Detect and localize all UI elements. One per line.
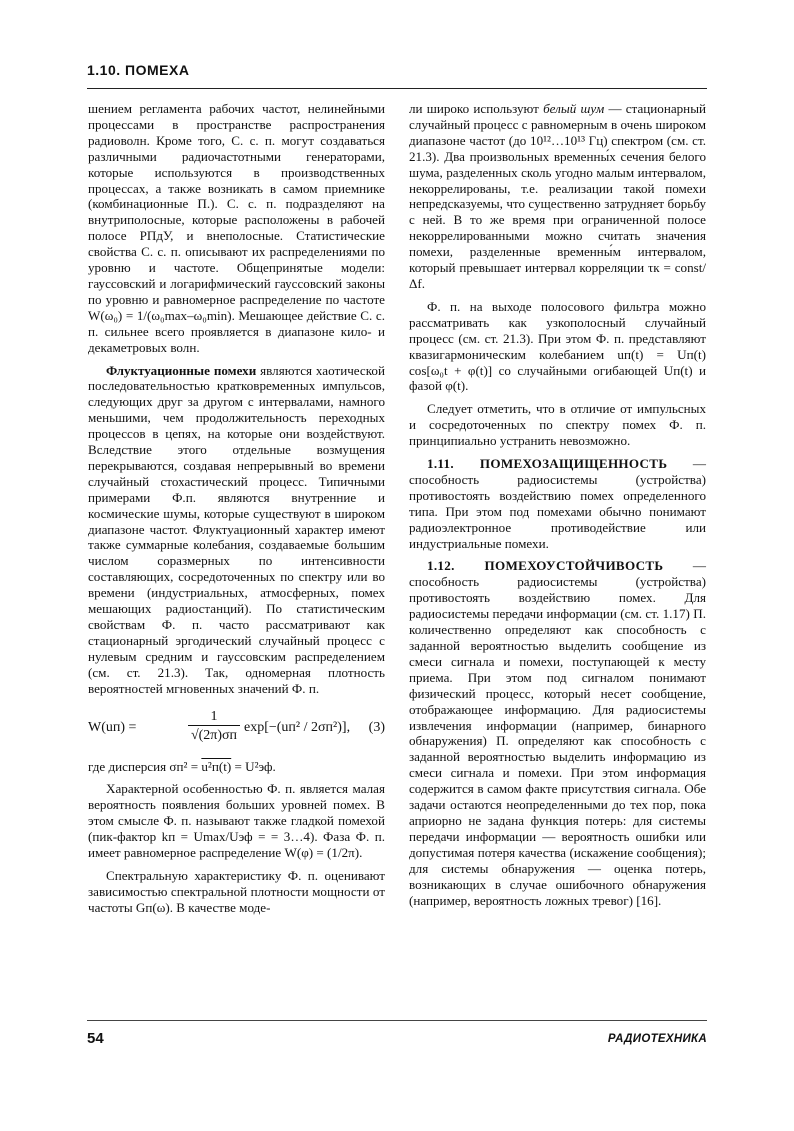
paragraph bbox=[409, 101, 706, 292]
paragraph: Характерной особенностью Ф. п. является малая вероятность появления больших уровней помех. В этом смысле Ф. п. называют также гладкой помехой (пик-фактор kп = Umax/Uэф = = 3…4). Фаза Ф. п. имеет равномерное распределение W(φ) = (1/2π). bbox=[88, 781, 385, 861]
paragraph-text: где дисперсия σп² = bbox=[88, 758, 202, 774]
paragraph: Ф. п. на выходе полосового фильтра можно рассматривать как узкополосный случайный процесс (см. ст. 21.3). При этом Ф. п. представляют квазигармоническим колебанием uп(t) = Uп(t) cos[ω₀t + φ(t)] со случайными огибающей Uп(t) и фазой φ(t). bbox=[409, 298, 706, 394]
right-column bbox=[409, 101, 706, 908]
paragraph: шением регламента рабочих частот, нелинейными процессами в пространстве распространения радиоволн. Кроме того, С. с. п. могут создаваться различными радиочастотными генераторами, которые используются в производственных процессах, а также возникать в самом приемнике (комбинационные П.). С. с. п. подразделяют на внутриполосные, которые расположены в рабочей полосе РПдУ, и внеполосные. Статистические свойства С. с. п. описывают их распределениями по уровню и частоте. Общепринятые модели: гауссовский и логарифмический гауссовский законы по уровню и равномерное распределение по частоте W(ω₀) = 1/(ω₀max–ω₀min). Мешающее действие С. с. п. сильнее всего проявляется в диапазоне кило- и декаметровых волн. bbox=[88, 101, 385, 355]
left-column bbox=[88, 101, 385, 916]
section-heading: 1.12. ПОМЕХОУСТОЙЧИВОСТЬ bbox=[427, 558, 664, 574]
paragraph-text: являются хаотической последовательностью кратковременных импульсов, следующих друг за другом с интервалами, намного меньшими, чем продолжительность переходных процессов в цепях, на которые они воздействуют. Вследствие этого отдельные возмущения перекрываются, создавая непрерывный во времени случайный стохастический процесс. Типичными примерами Ф.п. являются внутренние и космические шумы, которые существуют в широком диапазоне частот. Флуктуационный характер имеют также суммарные колебания, создаваемые большим числом соразмерных по интенсивности составляющих, сосредоточенных по спектру или во времени (индустриальных, атмосферных, помех мешающих радиостанций). По статистическим свойствам Ф. п. часто рассматривают как стационарный эргодический случайный процесс с нулевым средним и гауссовским распределением (см. ст. 21.3). Так, одномерная плотность вероятностей мгновенных значений Ф. п. bbox=[88, 362, 385, 696]
book-title: РАДИОТЕХНИКА bbox=[607, 1033, 707, 1045]
paragraph bbox=[88, 759, 385, 775]
formula-3 bbox=[88, 709, 385, 749]
paragraph: Следует отметить, что в отличие от импульсных и сосредоточенных по спектру помех Ф. п. принципиально устранить невозможно. bbox=[409, 401, 706, 449]
paragraph-text: — стационарный случайный процесс с равномерным в очень широком диапазоне частот (до 10¹²…10¹³ Гц) спектром (см. ст. 21.3). Два произвольных временны́х сечения белого шума, разделенных сколь угодно малым интервалом, некоррелированы, т.е. реализации такой помехи непредсказуемы, что существенно затрудняет борьбу с ней. В то же время при ограниченной полосе некоррелированными можно считать значения помехи, разделенные временны́м интервалом, который превышает интервал корреляции τк = const/Δf. bbox=[409, 101, 706, 291]
section-1-11 bbox=[409, 456, 706, 551]
formula-denominator: √(2π)σп bbox=[190, 728, 238, 744]
paragraph-text: = U²эф. bbox=[231, 758, 276, 774]
section-1-12 bbox=[409, 558, 706, 908]
overlined-term: u²п(t) bbox=[201, 758, 232, 774]
paragraph: Спектральную характеристику Ф. п. оценивают зависимостью спектральной плотности мощности от частоты Gп(ω). В качестве моде- bbox=[88, 867, 385, 915]
term: Флуктуационные помехи bbox=[106, 362, 257, 378]
paragraph-text: ли широко используют bbox=[409, 101, 544, 116]
page-number: 54 bbox=[87, 1030, 104, 1047]
header-rule bbox=[87, 88, 707, 89]
formula-fraction bbox=[188, 709, 240, 745]
paragraph-text: — способность радиосистемы (устройства) противостоять воздействию помех определенного типа. При этом под помехами обычно понимают радиоэлектронное противодействие или индустриальные помехи. bbox=[409, 456, 706, 551]
equation-number: (3) bbox=[368, 719, 385, 735]
paragraph-text: — способность радиосистемы (устройства) противостоять воздействию помех. Для радиосистемы передачи информации (см. ст. 1.17) П. количественно определяют как способность с заданной вероятностью выделить сообщение из смеси сигнала и помехи, поступающей к месту приема. При этом под сигналом понимают физический процесс, который несет сообщение, отображающее информацию. Для радиосистемы извлечения информации (например, бинарного обнаружения) П. определяют как способность с заданной вероятностью выделить информацию из смеси сигнала и помехи. При этом информация содержится в самом факте присутствия сигнала. Обе задачи остаются неопределенными до тех пор, пока априорно не задана функция потерь: для системы передачи информации — вероятность ошибки или допустимая потеря качества (искажение сообщения); для системы обнаружения — оценка потерь, возникающих в случае ошибочного обнаружения (например, вероятность ложных тревог) [16]. bbox=[409, 558, 706, 908]
section-heading: 1.11. ПОМЕХОЗАЩИЩЕННОСТЬ bbox=[427, 456, 668, 472]
formula-numerator: 1 bbox=[188, 709, 240, 727]
paragraph bbox=[88, 363, 385, 697]
italic-term: белый шум bbox=[543, 101, 605, 116]
running-head: 1.10. ПОМЕХА bbox=[87, 62, 190, 78]
footer-rule bbox=[87, 1020, 707, 1021]
formula-lhs: W(uп) = bbox=[88, 719, 137, 735]
formula-rhs: exp[−(uп² / 2σп²)], bbox=[244, 719, 351, 735]
